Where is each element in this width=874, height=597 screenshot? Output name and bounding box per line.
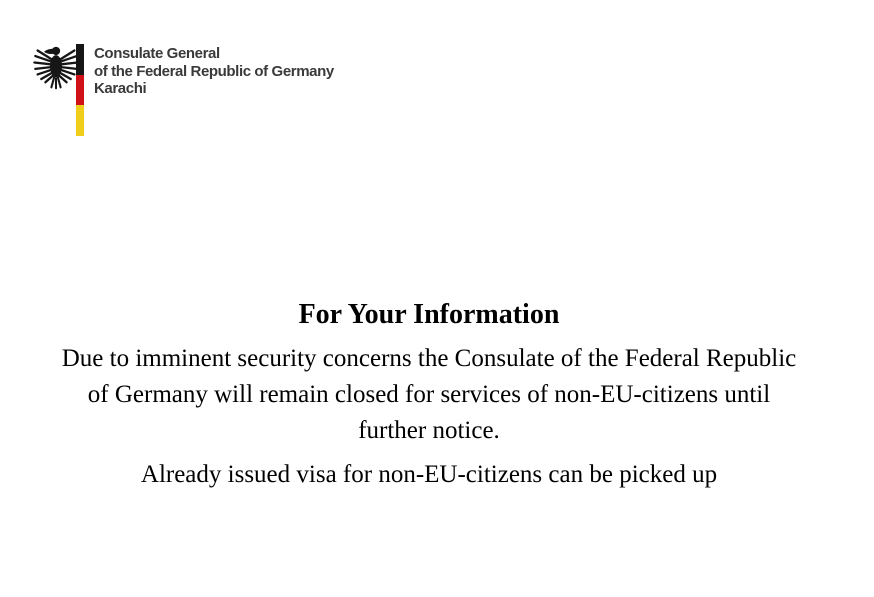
federal-eagle-icon <box>33 44 79 92</box>
notice-heading: For Your Information <box>298 299 560 330</box>
org-name-line3: Karachi <box>94 80 147 97</box>
closure-line-2: of Germany will remain closed for services of non-EU-citizens until <box>87 381 771 408</box>
german-flag-stripe-icon <box>76 44 84 136</box>
org-name-line1: Consulate General <box>94 45 220 62</box>
closure-line-3: further notice. <box>358 417 500 444</box>
notice-paragraph-visa-pickup: Already issued visa for non-EU-citizens can be picked up <box>140 461 718 488</box>
org-name-line2: of the Federal Republic of Germany <box>94 62 334 80</box>
notice-paragraph-closure <box>6 341 852 449</box>
notice-body <box>6 298 852 493</box>
closure-line-1: Due to imminent security concerns the Consulate of the Federal Republic <box>61 345 797 372</box>
org-name-block <box>94 44 334 98</box>
flag-black-band <box>76 44 84 75</box>
flag-red-band <box>76 75 84 106</box>
letterhead <box>33 44 334 136</box>
flag-gold-band <box>76 105 84 136</box>
